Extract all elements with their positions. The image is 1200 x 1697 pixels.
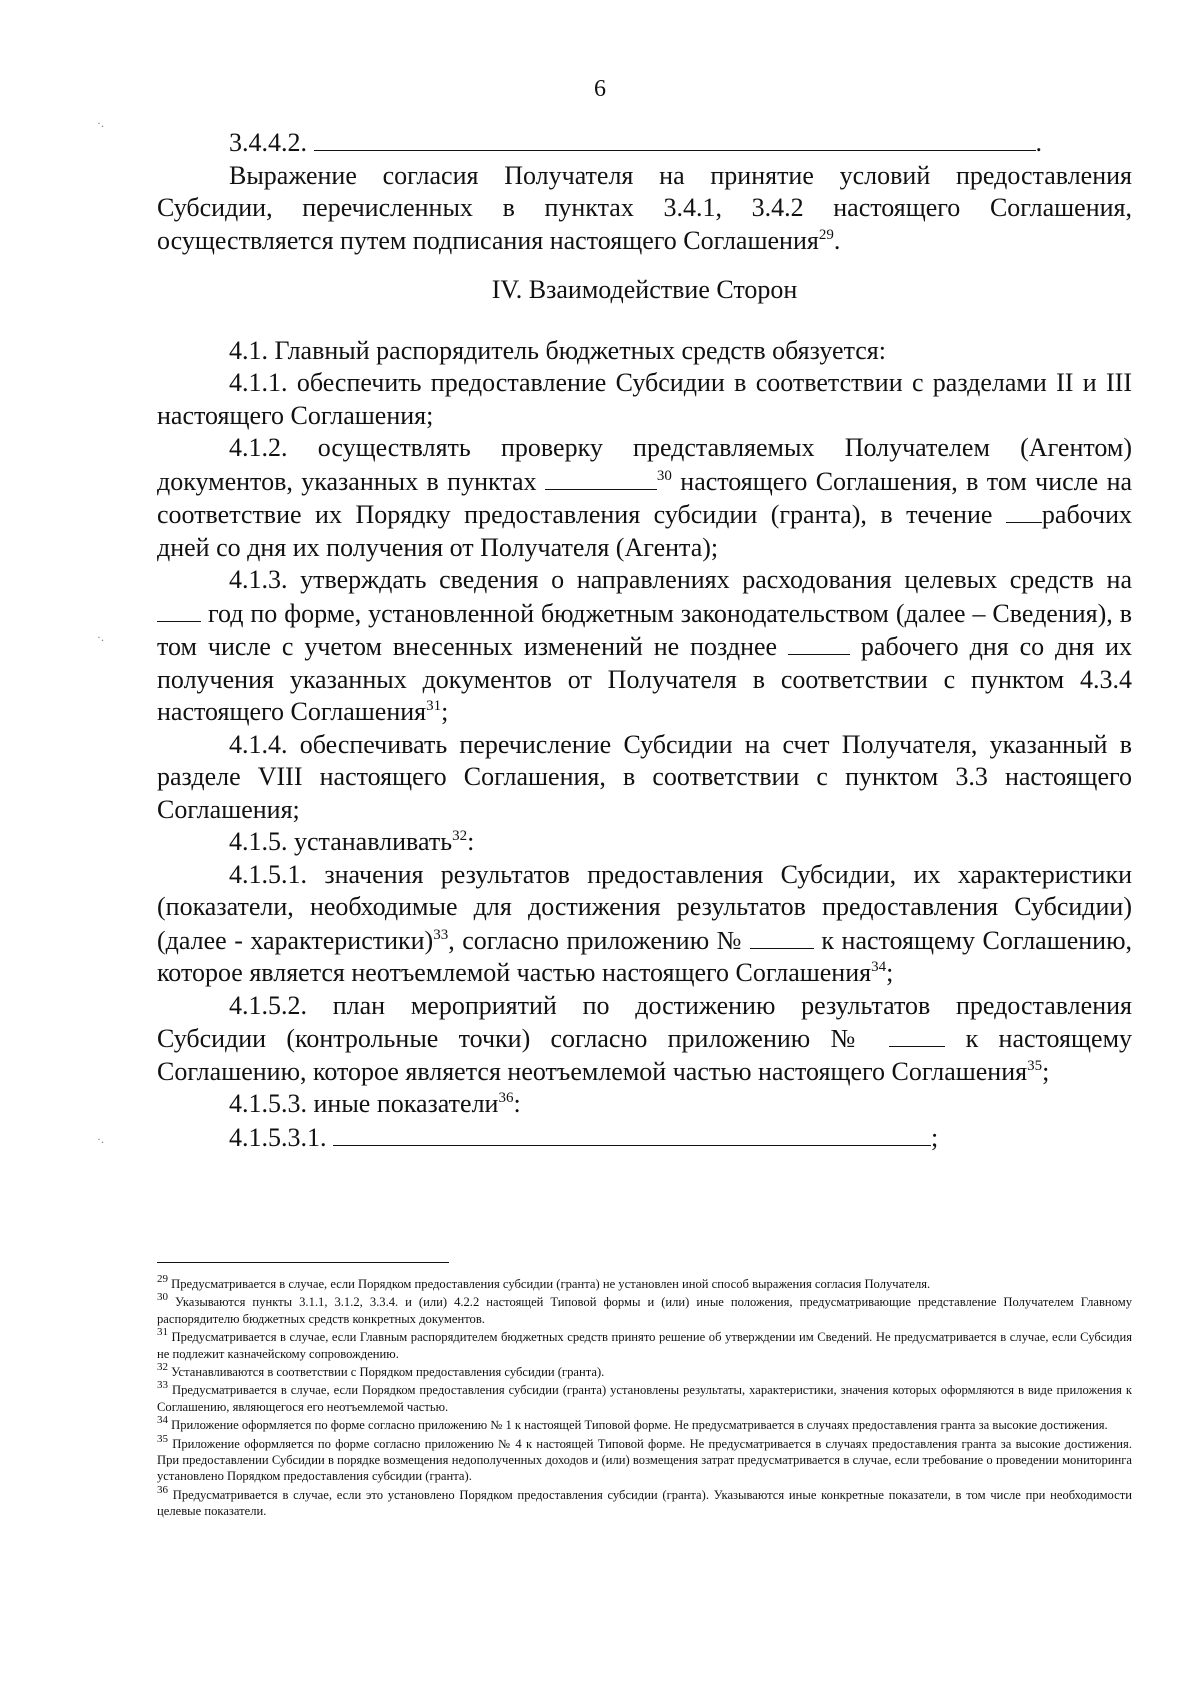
paragraph-4-1-3: 4.1.3. утверждать сведения о направлениях расходования целевых средств на год по форме, установленной бюджетным законодательством (далее – Сведения), в том числе с учетом внесенных изменений не позднее рабочего дня со дня их получения указанных документов от Получателя в соответствии с пунктом 4.3.4 настоящего Соглашения$^{31}$; [157, 565, 1132, 726]
footnote-ref: 36 [498, 1090, 514, 1106]
footnote: $^{29}$ Предусматривается в случае, если Порядком предоставления субсидии (гранта) не установлен иной способ выражения согласия Получателя. [157, 1273, 931, 1291]
paragraph-4-1-5-1: 4.1.5.1. значения результатов предоставления Субсидии, их характеристики (показатели, необходимые для достижения результатов предоставления Субсидии) (далее - характеристики)$^{33}$, согласно приложению № к настоящему Соглашению, которое является неотъемлемой частью настоящего Соглашения$^{34}$; [157, 859, 1133, 987]
footnote-ref: 33 [433, 926, 449, 943]
footnote-ref: 34 [871, 959, 887, 975]
footnote: $^{32}$ Устанавливаются в соответствии с Порядком предоставления субсидии (гранта). [157, 1361, 605, 1380]
section-heading: IV. Взаимодействие Сторон [491, 275, 798, 304]
footnote-separator [157, 1262, 449, 1263]
page-number: 6 [594, 76, 606, 102]
paragraph-4-1-5-3-1: 4.1.5.3.1. ; [229, 1122, 939, 1152]
footnotes [157, 1273, 1133, 1522]
footnote: $^{33}$ Предусматривается в случае, если Порядком предоставления субсидии (гранта) установлены результаты, характеристики, значения которых оформляются в виде приложения к Соглашению, являющегося его неотъемлемой частью. [157, 1379, 1133, 1414]
paragraph-4-1-1: 4.1.1. обеспечить предоставление Субсидии в соответствии с разделами II и III настоящего Соглашения; [157, 368, 1132, 430]
footnote: $^{35}$ Приложение оформляется по форме согласно приложению № 4 к настоящей Типовой форме. Не предусматривается в случаях предоставления гранта за высокие достижения. При предоставлении Субсидии в порядке возмещения недополученных доходов и (или) возмещения затрат предусматривается в случае, если требование о проведении мониторинга установлено Порядком предоставления субсидии (гранта). [157, 1432, 1132, 1484]
paragraph-consent: Выражение согласия Получателя на принятие условий предоставления Субсидии, перечисленных в пунктах 3.4.1, 3.4.2 настоящего Соглашения, осуществляется путем подписания настоящего Соглашения$^{29}$. [157, 160, 1132, 255]
footnote-ref: 35 [1027, 1057, 1043, 1074]
fill-blank [788, 630, 850, 655]
footnote-ref: 29 [818, 226, 834, 243]
footnote-ref: 30 [656, 467, 672, 484]
paragraph-3-4-4-2: 3.4.4.2. . [229, 128, 1042, 157]
paragraph-4-1-5-3: 4.1.5.3. иные показатели$^{36}$: [229, 1089, 521, 1118]
paragraph-4-1-5-2: 4.1.5.2. план мероприятий по достижению результатов предоставления Субсидии (контрольные точки) согласно приложению № к настоящему Соглашению, которое является неотъемлемой частью настоящего Соглашения$^{35}$; [157, 990, 1133, 1086]
footnote-ref: 32 [452, 828, 468, 844]
fill-blank [545, 465, 657, 490]
fill-blank [157, 597, 201, 622]
paragraph-4-1-5: 4.1.5. устанавливать$^{32}$: [229, 827, 475, 856]
footnote: $^{30}$ Указываются пункты 3.1.1, 3.1.2, 3.3.4. и (или) 4.2.2 настоящей Типовой формы и (или) иные положения, предусматривающие представление Получателем Главному распорядителю бюджетных средств конкретных документов. [157, 1291, 1132, 1326]
footnote: $^{31}$ Предусматривается в случае, если Главным распорядителем бюджетных средств принято решение об утверждении им Сведений. Не предусматривается в случае, если Субсидия не подлежит казначейскому сопровождению. [157, 1326, 1133, 1361]
scan-mark: ·. [97, 1132, 104, 1146]
main-text [157, 126, 1132, 1154]
fill-blank [889, 1022, 945, 1047]
scan-mark: ·. [97, 116, 104, 130]
footnote: $^{34}$ Приложение оформляется по форме согласно приложению № 1 к настоящей Типовой форме. Не предусматривается в случаях предоставления гранта за высокие достижения. [157, 1414, 1108, 1433]
fill-blank [333, 1121, 931, 1146]
fill-blank [750, 924, 814, 949]
paragraph-4-1: 4.1. Главный распорядитель бюджетных средств обязуется: [229, 335, 886, 365]
footnote-ref: 31 [426, 698, 442, 714]
fill-blank [1006, 498, 1042, 523]
footnote: $^{36}$ Предусматривается в случае, если это установлено Порядком предоставления субсидии (гранта). Указываются иные конкретные показатели, в том числе при необходимости целевые показатели. [157, 1483, 1132, 1519]
paragraph-4-1-4: 4.1.4. обеспечивать перечисление Субсидии на счет Получателя, указанный в разделе VIII настоящего Соглашения, в соответствии с пунктом 3.3 настоящего Соглашения; [157, 729, 1132, 824]
fill-blank [314, 126, 1036, 151]
paragraph-4-1-2: 4.1.2. осуществлять проверку представляемых Получателем (Агентом) документов, указанных в пунктах $^{30}$ настоящего Соглашения, в том числе на соответствие их Порядку предоставления субсидии (гранта), в течение рабочих дней со дня их получения от Получателя (Агента); [157, 433, 1133, 562]
scan-mark: ·. [97, 630, 104, 644]
